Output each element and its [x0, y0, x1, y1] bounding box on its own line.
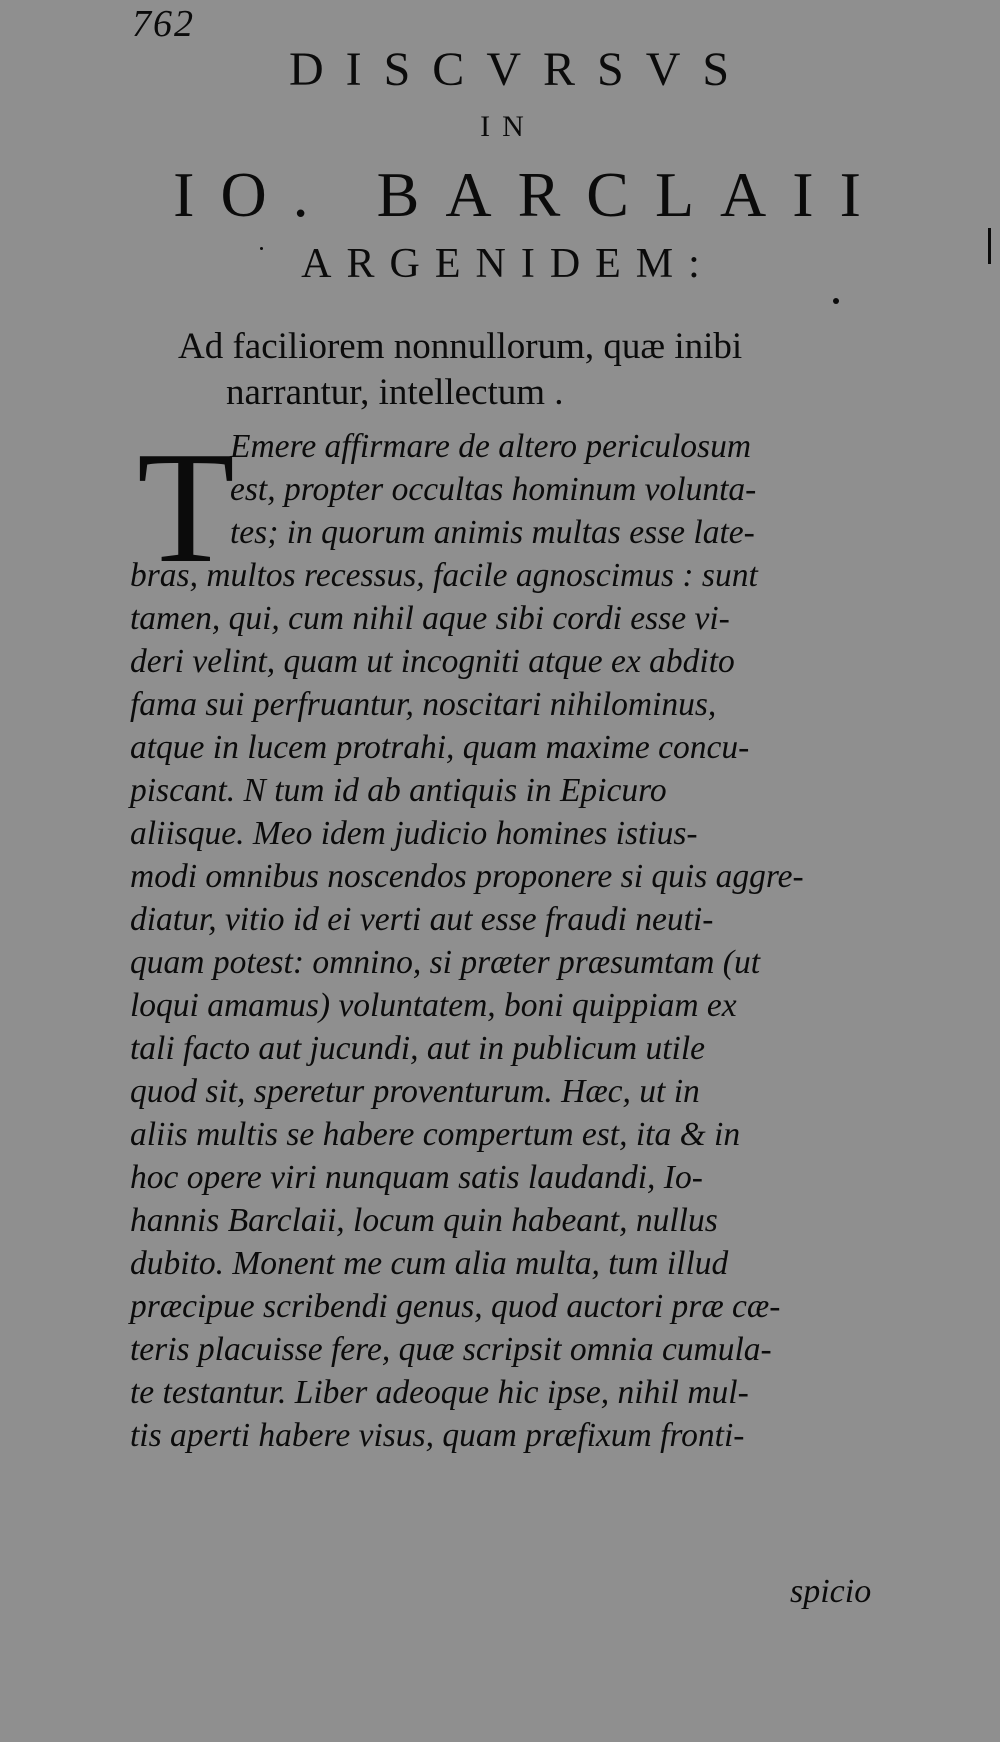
catchword: spicio [790, 1573, 872, 1610]
body-line: hannis Barclaii, locum quin habeant, nullus [130, 1202, 718, 1239]
body-line: Emere affirmare de altero periculosum [230, 428, 752, 465]
title-line-barclaii: IO. BARCLAII [173, 159, 887, 230]
body-line: te testantur. Liber adeoque hic ipse, nihil mul- [130, 1374, 749, 1411]
body-line: dubito. Monent me cum alia multa, tum illud [130, 1245, 729, 1282]
body-line: præcipue scribendi genus, quod auctori præ cæ- [130, 1288, 781, 1325]
subtitle [178, 324, 898, 416]
body-line: quam potest: omnino, si præter præsumtam (ut [130, 944, 761, 981]
body-line: teris placuisse fere, quæ scripsit omnia cumula- [130, 1331, 772, 1368]
body-line: bras, multos recessus, facile agnoscimus : sunt [130, 557, 758, 594]
body-line: tes; in quorum animis multas esse late- [230, 514, 755, 551]
body-line: loqui amamus) voluntatem, boni quippiam ex [130, 987, 737, 1024]
drop-cap: T [137, 418, 235, 596]
body-line: aliis multis se habere compertum est, ita & in [130, 1116, 741, 1153]
page-number: 762 [132, 3, 195, 45]
body-line: tali facto aut jucundi, aut in publicum utile [130, 1030, 706, 1067]
body-line: deri velint, quam ut incogniti atque ex abdito [130, 643, 735, 680]
scan-mark [988, 228, 991, 264]
title-line-argenidem: ARGENIDEM: [301, 241, 715, 287]
title-line-discursus: DISCVRSVS [288, 43, 752, 96]
body-line: fama sui perfruantur, noscitari nihilominus, [130, 686, 717, 723]
body-line: atque in lucem protrahi, quam maxime concu- [130, 729, 750, 766]
body-line: modi omnibus noscendos proponere si quis aggre- [130, 858, 804, 895]
body-line: diatur, vitio id ei verti aut esse fraudi neuti- [130, 901, 714, 938]
body-line: hoc opere viri nunquam satis laudandi, Io- [130, 1159, 703, 1196]
subtitle-line-2: narrantur, intellectum . [226, 372, 564, 413]
body-line: tis aperti habere visus, quam præfixum fronti- [130, 1417, 745, 1454]
body-line: aliisque. Meo idem judicio homines istius- [130, 815, 698, 852]
body-line: quod sit, speretur proventurum. Hæc, ut in [130, 1073, 700, 1110]
title-line-in: IN [480, 110, 536, 143]
body-line: tamen, qui, cum nihil aque sibi cordi esse vi- [130, 600, 730, 637]
subtitle-line-1: Ad faciliorem nonnullorum, quæ inibi [178, 326, 743, 367]
body-line: est, propter occultas hominum volunta- [230, 471, 757, 508]
ink-speck [260, 247, 263, 250]
body-line: piscant. N tum id ab antiquis in Epicuro [130, 772, 667, 809]
ink-speck [833, 298, 839, 304]
